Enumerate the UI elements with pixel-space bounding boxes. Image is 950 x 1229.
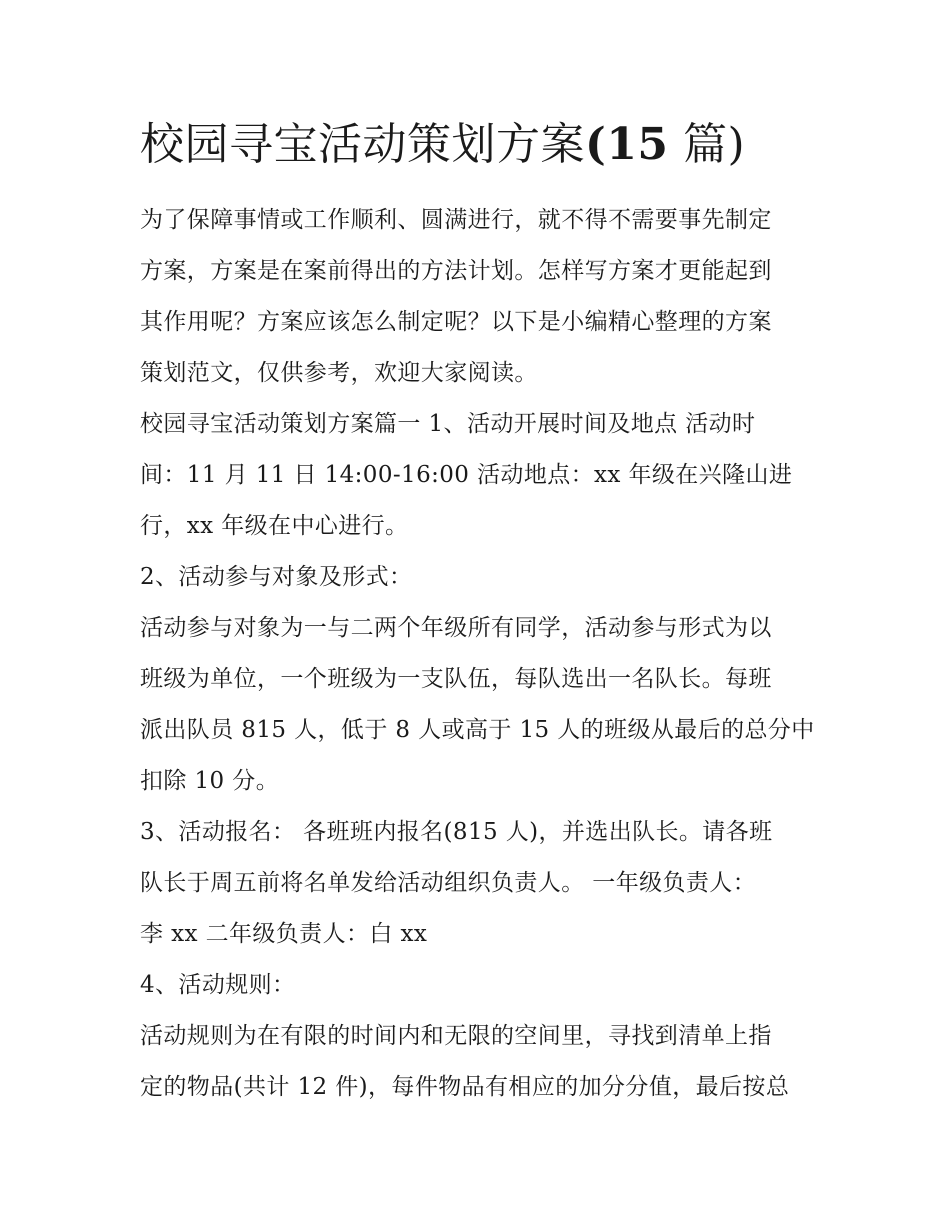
title-suffix: 篇) (683, 119, 746, 170)
body-line: 3、活动报名： 各班班内报名(815 人)，并选出队长。请各班 (140, 819, 773, 845)
title-prefix: 校园寻宝活动策划方案 (140, 119, 585, 170)
body-line: 其作用呢？方案应该怎么制定呢？以下是小编精心整理的方案 (140, 309, 772, 335)
title-number: (15 (585, 119, 669, 170)
body-line: 策划范文，仅供参考，欢迎大家阅读。 (140, 360, 538, 386)
body-line: 为了保障事情或工作顺利、圆满进行，就不得不需要事先制定 (140, 207, 772, 233)
body-line: 间：11 月 11 日 14:00-16:00 活动地点：xx 年级在兴隆山进 (140, 462, 793, 488)
body-line: 李 xx 二年级负责人：白 xx (140, 921, 428, 947)
body-line: 班级为单位，一个班级为一支队伍，每队选出一名队长。每班 (140, 666, 772, 692)
body-line: 定的物品(共计 12 件)，每件物品有相应的加分分值，最后按总 (140, 1074, 790, 1100)
document-title (140, 112, 745, 178)
body-line: 活动规则为在有限的时间内和无限的空间里，寻找到清单上指 (140, 1023, 772, 1049)
body-line: 派出队员 815 人，低于 8 人或高于 15 人的班级从最后的总分中 (140, 717, 815, 743)
body-line: 行，xx 年级在中心进行。 (140, 513, 409, 539)
body-line: 活动参与对象为一与二两个年级所有同学，活动参与形式为以 (140, 615, 772, 641)
body-line: 校园寻宝活动策划方案篇一 1、活动开展时间及地点 活动时 (140, 411, 756, 437)
section-heading: 4、活动规则： (140, 972, 296, 998)
body-line: 方案，方案是在案前得出的方法计划。怎样写方案才更能起到 (140, 258, 772, 284)
body-line: 队长于周五前将名单发给活动组织负责人。 一年级负责人： (140, 870, 757, 896)
section-heading: 2、活动参与对象及形式： (140, 564, 413, 590)
body-line: 扣除 10 分。 (140, 768, 280, 794)
